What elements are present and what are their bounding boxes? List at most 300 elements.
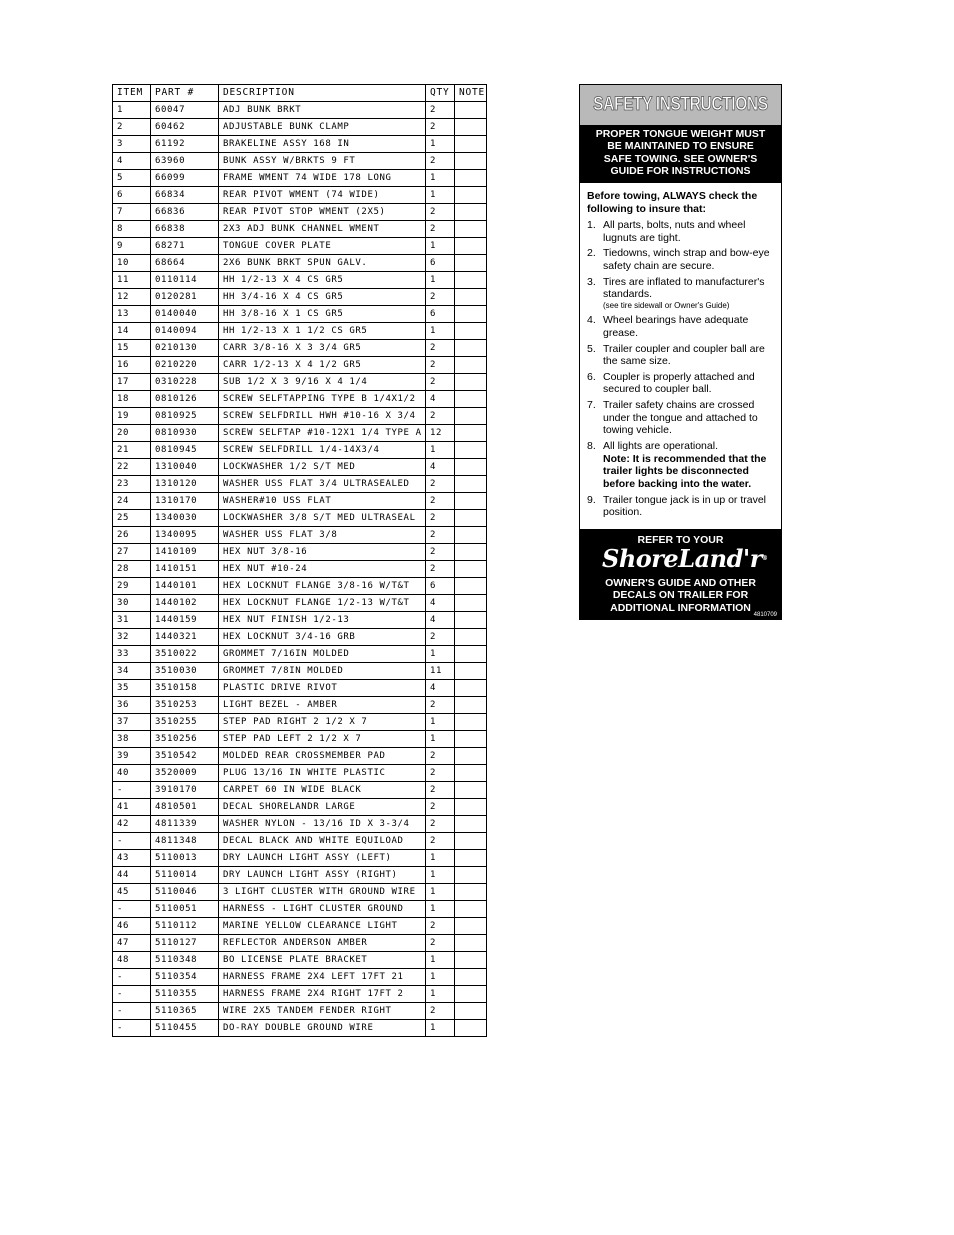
table-row <box>113 629 487 646</box>
checklist-item <box>587 371 780 396</box>
qty-cell: 1 <box>426 714 455 731</box>
item-cell: 47 <box>113 935 151 952</box>
table-row <box>113 765 487 782</box>
note-cell <box>455 323 487 340</box>
table-row <box>113 731 487 748</box>
tongue-weight-warning <box>580 125 781 183</box>
part-number-cell: 66834 <box>151 187 219 204</box>
description-cell: 3 LIGHT CLUSTER WITH GROUND WIRE <box>219 884 426 901</box>
item-cell: - <box>113 1020 151 1037</box>
parts-table <box>112 84 487 1037</box>
qty-cell: 2 <box>426 408 455 425</box>
part-number-cell: 3510253 <box>151 697 219 714</box>
note-cell <box>455 612 487 629</box>
checklist-number: 9. <box>587 493 596 506</box>
qty-cell: 1 <box>426 952 455 969</box>
table-row <box>113 850 487 867</box>
description-cell: GROMMET 7/8IN MOLDED <box>219 663 426 680</box>
qty-cell: 2 <box>426 561 455 578</box>
qty-cell: 2 <box>426 1003 455 1020</box>
note-cell <box>455 357 487 374</box>
qty-cell: 2 <box>426 374 455 391</box>
description-cell: HARNESS FRAME 2X4 RIGHT 17FT 2 <box>219 986 426 1003</box>
shorelandr-logo <box>602 544 768 574</box>
description-cell: LIGHT BEZEL - AMBER <box>219 697 426 714</box>
checklist-text: Tires are inflated to manufacturer's standards. <box>603 275 765 301</box>
qty-cell: 1 <box>426 884 455 901</box>
table-row <box>113 544 487 561</box>
parts-table-body <box>113 102 487 1037</box>
checklist-number: 2. <box>587 247 596 260</box>
qty-cell: 1 <box>426 272 455 289</box>
part-number-cell: 1440101 <box>151 578 219 595</box>
part-number-cell: 5110365 <box>151 1003 219 1020</box>
note-cell <box>455 918 487 935</box>
table-row <box>113 323 487 340</box>
table-row <box>113 816 487 833</box>
table-row <box>113 799 487 816</box>
checklist-number: 7. <box>587 399 596 412</box>
item-cell: - <box>113 833 151 850</box>
table-row <box>113 374 487 391</box>
note-cell <box>455 986 487 1003</box>
description-cell: WASHER#10 USS FLAT <box>219 493 426 510</box>
table-row <box>113 221 487 238</box>
part-number-cell: 0120281 <box>151 289 219 306</box>
registered-mark: ® <box>761 555 768 562</box>
qty-cell: 12 <box>426 425 455 442</box>
checklist-note: Note: It is recommended that the trailer lights be disconnected before backing into the water. <box>603 452 767 490</box>
checklist-text: Coupler is properly attached and secured to coupler ball. <box>603 370 755 396</box>
item-cell: 17 <box>113 374 151 391</box>
note-cell <box>455 510 487 527</box>
part-number-cell: 66838 <box>151 221 219 238</box>
description-cell: HH 3/8-16 X 1 CS GR5 <box>219 306 426 323</box>
item-cell: 46 <box>113 918 151 935</box>
note-cell <box>455 527 487 544</box>
decal-part-code: 4810709 <box>753 612 777 618</box>
table-row <box>113 935 487 952</box>
description-cell: CARR 3/8-16 X 3 3/4 GR5 <box>219 340 426 357</box>
checklist-subnote: (see tire sidewall or Owner's Guide) <box>603 300 730 310</box>
note-cell <box>455 187 487 204</box>
table-row <box>113 901 487 918</box>
part-number-cell: 63960 <box>151 153 219 170</box>
note-cell <box>455 493 487 510</box>
item-cell: 39 <box>113 748 151 765</box>
decal-header <box>580 85 781 125</box>
description-cell: HEX LOCKNUT FLANGE 3/8-16 W/T&T <box>219 578 426 595</box>
checklist-item <box>587 440 780 490</box>
checklist-text-block <box>603 494 780 519</box>
part-number-cell: 5110051 <box>151 901 219 918</box>
item-cell: 33 <box>113 646 151 663</box>
part-number-cell: 5110455 <box>151 1020 219 1037</box>
qty-cell: 1 <box>426 901 455 918</box>
part-number-cell: 4811348 <box>151 833 219 850</box>
description-cell: LOCKWASHER 1/2 S/T MED <box>219 459 426 476</box>
item-cell: 40 <box>113 765 151 782</box>
qty-cell: 1 <box>426 187 455 204</box>
table-row <box>113 204 487 221</box>
qty-cell: 1 <box>426 238 455 255</box>
table-row <box>113 527 487 544</box>
description-cell: DO-RAY DOUBLE GROUND WIRE <box>219 1020 426 1037</box>
qty-cell: 2 <box>426 748 455 765</box>
item-cell: 45 <box>113 884 151 901</box>
checklist-text: Wheel bearings have adequate grease. <box>603 314 749 339</box>
table-row <box>113 136 487 153</box>
qty-cell: 2 <box>426 833 455 850</box>
header-row <box>113 85 487 102</box>
part-number-cell: 5110354 <box>151 969 219 986</box>
qty-cell: 1 <box>426 170 455 187</box>
qty-cell: 2 <box>426 476 455 493</box>
part-number-cell: 1310170 <box>151 493 219 510</box>
part-number-cell: 0810126 <box>151 391 219 408</box>
item-cell: - <box>113 782 151 799</box>
note-cell <box>455 935 487 952</box>
note-cell <box>455 340 487 357</box>
table-row <box>113 272 487 289</box>
footer-line: DECALS ON TRAILER FOR <box>612 589 749 602</box>
part-number-cell: 0810925 <box>151 408 219 425</box>
table-row <box>113 646 487 663</box>
note-cell <box>455 306 487 323</box>
warning-line: PROPER TONGUE WEIGHT MUST <box>595 128 766 140</box>
table-row <box>113 884 487 901</box>
item-cell: 18 <box>113 391 151 408</box>
qty-cell: 4 <box>426 680 455 697</box>
checklist-text: Trailer coupler and coupler ball are the same size. <box>603 342 765 368</box>
note-cell <box>455 833 487 850</box>
table-row <box>113 595 487 612</box>
part-number-cell: 0310228 <box>151 374 219 391</box>
note-cell <box>455 646 487 663</box>
item-cell: 15 <box>113 340 151 357</box>
description-cell: HEX NUT #10-24 <box>219 561 426 578</box>
note-cell <box>455 731 487 748</box>
table-row <box>113 663 487 680</box>
qty-cell: 2 <box>426 153 455 170</box>
checklist-number: 3. <box>587 275 596 288</box>
item-cell: 14 <box>113 323 151 340</box>
description-cell: HH 1/2-13 X 1 1/2 CS GR5 <box>219 323 426 340</box>
item-cell: 21 <box>113 442 151 459</box>
checklist-item <box>587 219 780 244</box>
qty-cell: 2 <box>426 935 455 952</box>
qty-cell: 2 <box>426 493 455 510</box>
table-row <box>113 391 487 408</box>
note-cell <box>455 459 487 476</box>
table-row <box>113 408 487 425</box>
item-cell: 20 <box>113 425 151 442</box>
item-cell: 9 <box>113 238 151 255</box>
qty-cell: 1 <box>426 1020 455 1037</box>
table-row <box>113 952 487 969</box>
qty-cell: 2 <box>426 119 455 136</box>
item-cell: 8 <box>113 221 151 238</box>
description-cell: MOLDED REAR CROSSMEMBER PAD <box>219 748 426 765</box>
table-row <box>113 442 487 459</box>
item-cell: 4 <box>113 153 151 170</box>
safety-decal <box>579 84 782 620</box>
item-cell: 31 <box>113 612 151 629</box>
part-number-cell: 1310040 <box>151 459 219 476</box>
checklist-number: 5. <box>587 342 596 355</box>
note-cell <box>455 136 487 153</box>
part-number-cell: 1340095 <box>151 527 219 544</box>
checklist-text: All parts, bolts, nuts and wheel lugnuts are tight. <box>603 219 746 244</box>
checklist-number: 6. <box>587 370 596 383</box>
note-cell <box>455 119 487 136</box>
table-row <box>113 187 487 204</box>
item-cell: 42 <box>113 816 151 833</box>
description-cell: CARPET 60 IN WIDE BLACK <box>219 782 426 799</box>
note-cell <box>455 408 487 425</box>
table-row <box>113 340 487 357</box>
table-row <box>113 918 487 935</box>
qty-cell: 11 <box>426 663 455 680</box>
checklist-text-block <box>603 219 780 244</box>
description-cell: BRAKELINE ASSY 168 IN <box>219 136 426 153</box>
checklist-item <box>587 494 780 519</box>
table-row <box>113 153 487 170</box>
part-number-cell: 5110013 <box>151 850 219 867</box>
part-number-cell: 5110127 <box>151 935 219 952</box>
item-cell: 16 <box>113 357 151 374</box>
item-cell: 32 <box>113 629 151 646</box>
description-cell: BUNK ASSY W/BRKTS 9 FT <box>219 153 426 170</box>
note-cell <box>455 391 487 408</box>
footer-text <box>580 577 781 614</box>
item-cell: 23 <box>113 476 151 493</box>
description-cell: HEX NUT FINISH 1/2-13 <box>219 612 426 629</box>
checklist-text-block <box>603 371 780 396</box>
note-cell <box>455 850 487 867</box>
checklist-text: Trailer tongue jack is in up or travel position. <box>603 493 767 519</box>
decal-footer <box>580 529 781 619</box>
item-cell: 41 <box>113 799 151 816</box>
table-row <box>113 748 487 765</box>
checklist-item <box>587 276 780 311</box>
part-number-cell: 0140094 <box>151 323 219 340</box>
item-cell: 30 <box>113 595 151 612</box>
checklist-text-block <box>603 247 780 272</box>
qty-cell: 2 <box>426 289 455 306</box>
description-cell: HARNESS FRAME 2X4 LEFT 17FT 21 <box>219 969 426 986</box>
note-cell <box>455 697 487 714</box>
table-row <box>113 255 487 272</box>
part-number-cell: 5110014 <box>151 867 219 884</box>
checklist-number: 4. <box>587 314 596 327</box>
description-cell: DRY LAUNCH LIGHT ASSY (LEFT) <box>219 850 426 867</box>
item-cell: 26 <box>113 527 151 544</box>
item-cell: 48 <box>113 952 151 969</box>
table-row <box>113 714 487 731</box>
note-cell <box>455 476 487 493</box>
note-cell <box>455 748 487 765</box>
parts-table-header <box>113 85 487 102</box>
qty-cell: 1 <box>426 136 455 153</box>
towing-checklist <box>587 219 780 522</box>
part-number-cell: 0210130 <box>151 340 219 357</box>
table-row <box>113 510 487 527</box>
note-cell <box>455 629 487 646</box>
qty-cell: 1 <box>426 731 455 748</box>
description-cell: REAR PIVOT WMENT (74 WIDE) <box>219 187 426 204</box>
description-cell: HEX NUT 3/8-16 <box>219 544 426 561</box>
item-cell: 27 <box>113 544 151 561</box>
part-number-cell: 3510158 <box>151 680 219 697</box>
description-cell: REFLECTOR ANDERSON AMBER <box>219 935 426 952</box>
table-row <box>113 986 487 1003</box>
table-row <box>113 561 487 578</box>
qty-cell: 4 <box>426 612 455 629</box>
part-number-cell: 1440102 <box>151 595 219 612</box>
item-cell: 44 <box>113 867 151 884</box>
warning-line: BE MAINTAINED TO ENSURE <box>607 140 754 153</box>
header-part-number: PART # <box>151 85 219 102</box>
qty-cell: 2 <box>426 918 455 935</box>
warning-line: GUIDE FOR INSTRUCTIONS <box>610 165 751 178</box>
description-cell: SCREW SELFTAPPING TYPE B 1/4X1/2 <box>219 391 426 408</box>
description-cell: STEP PAD RIGHT 2 1/2 X 7 <box>219 714 426 731</box>
table-row <box>113 102 487 119</box>
checklist-item <box>587 399 780 437</box>
table-row <box>113 476 487 493</box>
note-cell <box>455 901 487 918</box>
qty-cell: 2 <box>426 799 455 816</box>
qty-cell: 4 <box>426 595 455 612</box>
item-cell: 13 <box>113 306 151 323</box>
qty-cell: 2 <box>426 782 455 799</box>
part-number-cell: 3510542 <box>151 748 219 765</box>
item-cell: 38 <box>113 731 151 748</box>
qty-cell: 2 <box>426 629 455 646</box>
qty-cell: 2 <box>426 102 455 119</box>
item-cell: - <box>113 901 151 918</box>
item-cell: 34 <box>113 663 151 680</box>
part-number-cell: 4811339 <box>151 816 219 833</box>
qty-cell: 2 <box>426 544 455 561</box>
qty-cell: 2 <box>426 697 455 714</box>
part-number-cell: 5110355 <box>151 986 219 1003</box>
brand-name: ShoreLand'r <box>602 544 762 573</box>
item-cell: 37 <box>113 714 151 731</box>
checklist-intro: Before towing, ALWAYS check the following to insure that: <box>587 190 758 215</box>
item-cell: 5 <box>113 170 151 187</box>
item-cell: 19 <box>113 408 151 425</box>
note-cell <box>455 102 487 119</box>
table-row <box>113 578 487 595</box>
qty-cell: 2 <box>426 765 455 782</box>
table-row <box>113 238 487 255</box>
description-cell: 2X3 ADJ BUNK CHANNEL WMENT <box>219 221 426 238</box>
footer-line: OWNER'S GUIDE AND OTHER <box>605 577 756 589</box>
qty-cell: 4 <box>426 391 455 408</box>
qty-cell: 6 <box>426 578 455 595</box>
description-cell: WIRE 2X5 TANDEM FENDER RIGHT <box>219 1003 426 1020</box>
table-row <box>113 357 487 374</box>
part-number-cell: 68664 <box>151 255 219 272</box>
qty-cell: 1 <box>426 969 455 986</box>
table-row <box>113 1003 487 1020</box>
note-cell <box>455 782 487 799</box>
part-number-cell: 3910170 <box>151 782 219 799</box>
table-row <box>113 425 487 442</box>
item-cell: 35 <box>113 680 151 697</box>
qty-cell: 2 <box>426 340 455 357</box>
item-cell: - <box>113 986 151 1003</box>
item-cell: 25 <box>113 510 151 527</box>
table-row <box>113 697 487 714</box>
note-cell <box>455 1020 487 1037</box>
checklist-text-block <box>603 314 780 339</box>
note-cell <box>455 238 487 255</box>
description-cell: PLUG 13/16 IN WHITE PLASTIC <box>219 765 426 782</box>
table-row <box>113 612 487 629</box>
qty-cell: 1 <box>426 850 455 867</box>
part-number-cell: 1440159 <box>151 612 219 629</box>
header-description: DESCRIPTION <box>219 85 426 102</box>
qty-cell: 1 <box>426 442 455 459</box>
part-number-cell: 66836 <box>151 204 219 221</box>
part-number-cell: 61192 <box>151 136 219 153</box>
item-cell: - <box>113 969 151 986</box>
part-number-cell: 4810501 <box>151 799 219 816</box>
description-cell: HH 3/4-16 X 4 CS GR5 <box>219 289 426 306</box>
description-cell: DECAL SHORELANDR LARGE <box>219 799 426 816</box>
checklist-number: 1. <box>587 219 596 231</box>
note-cell <box>455 578 487 595</box>
part-number-cell: 3510030 <box>151 663 219 680</box>
item-cell: 24 <box>113 493 151 510</box>
item-cell: 10 <box>113 255 151 272</box>
header-item: ITEM <box>113 85 151 102</box>
qty-cell: 1 <box>426 646 455 663</box>
qty-cell: 2 <box>426 204 455 221</box>
note-cell <box>455 425 487 442</box>
note-cell <box>455 884 487 901</box>
description-cell: BO LICENSE PLATE BRACKET <box>219 952 426 969</box>
qty-cell: 2 <box>426 816 455 833</box>
note-cell <box>455 442 487 459</box>
table-row <box>113 833 487 850</box>
description-cell: SUB 1/2 X 3 9/16 X 4 1/4 <box>219 374 426 391</box>
checklist-text-block <box>603 399 780 437</box>
item-cell: - <box>113 1003 151 1020</box>
part-number-cell: 3510256 <box>151 731 219 748</box>
qty-cell: 1 <box>426 867 455 884</box>
checklist-text: Tiedowns, winch strap and bow-eye safety chain are secure. <box>603 247 770 272</box>
note-cell <box>455 153 487 170</box>
part-number-cell: 3520009 <box>151 765 219 782</box>
table-row <box>113 969 487 986</box>
note-cell <box>455 1003 487 1020</box>
refer-text: REFER TO YOUR <box>637 534 724 546</box>
description-cell: SCREW SELFDRILL 1/4-14X3/4 <box>219 442 426 459</box>
header-note: NOTE <box>455 85 487 102</box>
item-cell: 2 <box>113 119 151 136</box>
part-number-cell: 0810945 <box>151 442 219 459</box>
header-qty: QTY <box>426 85 455 102</box>
note-cell <box>455 765 487 782</box>
footer-line: ADDITIONAL INFORMATION <box>610 601 751 614</box>
qty-cell: 2 <box>426 357 455 374</box>
description-cell: ADJ BUNK BRKT <box>219 102 426 119</box>
part-number-cell: 1410109 <box>151 544 219 561</box>
